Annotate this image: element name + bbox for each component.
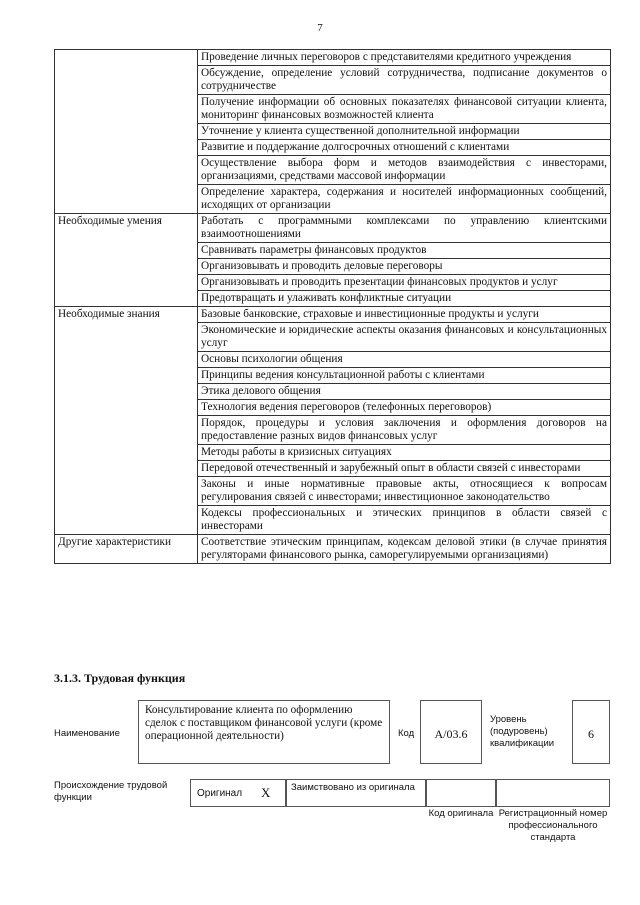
level-label: Уровень (подуровень) квалификации	[490, 714, 555, 749]
code-label: Код	[398, 728, 415, 739]
code-original-box	[426, 779, 496, 807]
group-label	[55, 50, 198, 214]
group-item: Определение характера, содержания и носителей информационных сообщений, исходящих от организации	[198, 185, 611, 214]
name-label: Наименование	[54, 728, 120, 739]
labor-actions-table	[54, 49, 611, 564]
group-label: Необходимые знания	[55, 307, 198, 535]
table-row	[55, 214, 611, 243]
group-item: Проведение личных переговоров с представителями кредитного учреждения	[198, 50, 611, 66]
table-row	[55, 50, 611, 66]
group-item: Предотвращать и улаживать конфликтные ситуации	[198, 291, 611, 307]
code-original-caption: Код оригинала	[428, 808, 494, 819]
group-item: Организовывать и проводить деловые переговоры	[198, 259, 611, 275]
group-item: Принципы ведения консультационной работы с клиентами	[198, 368, 611, 384]
original-box	[190, 779, 286, 807]
group-item: Сравнивать параметры финансовых продуктов	[198, 243, 611, 259]
group-item: Законы и иные нормативные правовые акты, относящиеся к вопросам регулирования связей с инвесторами; инвестиционное законодательство	[198, 477, 611, 506]
group-item: Уточнение у клиента существенной дополнительной информации	[198, 124, 611, 140]
group-label: Другие характеристики	[55, 535, 198, 564]
group-item: Технология ведения переговоров (телефонных переговоров)	[198, 400, 611, 416]
group-item: Передовой отечественный и зарубежный опыт в области связей с инвесторами	[198, 461, 611, 477]
group-item: Организовывать и проводить презентации финансовых продуктов и услуг	[198, 275, 611, 291]
group-item: Основы психологии общения	[198, 352, 611, 368]
group-item: Осуществление выбора форм и методов взаимодействия с инвесторами, организациями, средствами массовой информации	[198, 156, 611, 185]
table-body	[55, 50, 611, 564]
group-item: Развитие и поддержание долгосрочных отношений с клиентами	[198, 140, 611, 156]
group-item: Экономические и юридические аспекты оказания финансовых и консультационных услуг	[198, 323, 611, 352]
origin-label: Происхождение трудовой функции	[54, 780, 168, 803]
page-number: 7	[317, 22, 323, 34]
group-item: Методы работы в кризисных ситуациях	[198, 445, 611, 461]
reg-number-box	[496, 779, 610, 807]
level-value-box	[572, 700, 610, 764]
code-value: A/03.6	[434, 727, 468, 741]
table-row	[55, 307, 611, 323]
group-item: Базовые банковские, страховые и инвестиционные продукты и услуги	[198, 307, 611, 323]
group-item: Обсуждение, определение условий сотрудничества, подписание документов о сотрудничестве	[198, 66, 611, 95]
section-title: 3.1.3. Трудовая функция	[54, 671, 186, 685]
code-value-box	[420, 700, 482, 764]
reg-number-caption: Регистрационный номер профессионального стандарта	[498, 808, 608, 843]
group-item: Этика делового общения	[198, 384, 611, 400]
group-item: Работать с программными комплексами по управлению клиентскими взаимоотношениями	[198, 214, 611, 243]
group-item: Кодексы профессиональных и этических принципов в области связей с инвесторами	[198, 506, 611, 535]
borrowed-box	[286, 779, 426, 807]
name-value-box	[138, 700, 390, 764]
group-item: Порядок, процедуры и условия заключения и оформления договоров на предоставление разных видов финансовых услуг	[198, 416, 611, 445]
level-value: 6	[588, 727, 594, 741]
table-row	[55, 535, 611, 564]
borrowed-label: Заимствовано из оригинала	[291, 782, 415, 793]
original-label: Оригинал	[197, 788, 243, 799]
group-item: Получение информации об основных показателях финансовой ситуации клиента, мониторинг финансовых возможностей клиента	[198, 95, 611, 124]
original-mark: X	[261, 785, 271, 800]
group-label: Необходимые умения	[55, 214, 198, 307]
group-item: Соответствие этическим принципам, кодексам деловой этики (в случае принятия регуляторами финансового рынка, саморегулируемыми организациями)	[198, 535, 611, 564]
name-value: Консультирование клиента по оформлению сделок с поставщиком финансовой услуги (кроме операционной деятельности)	[145, 704, 383, 742]
